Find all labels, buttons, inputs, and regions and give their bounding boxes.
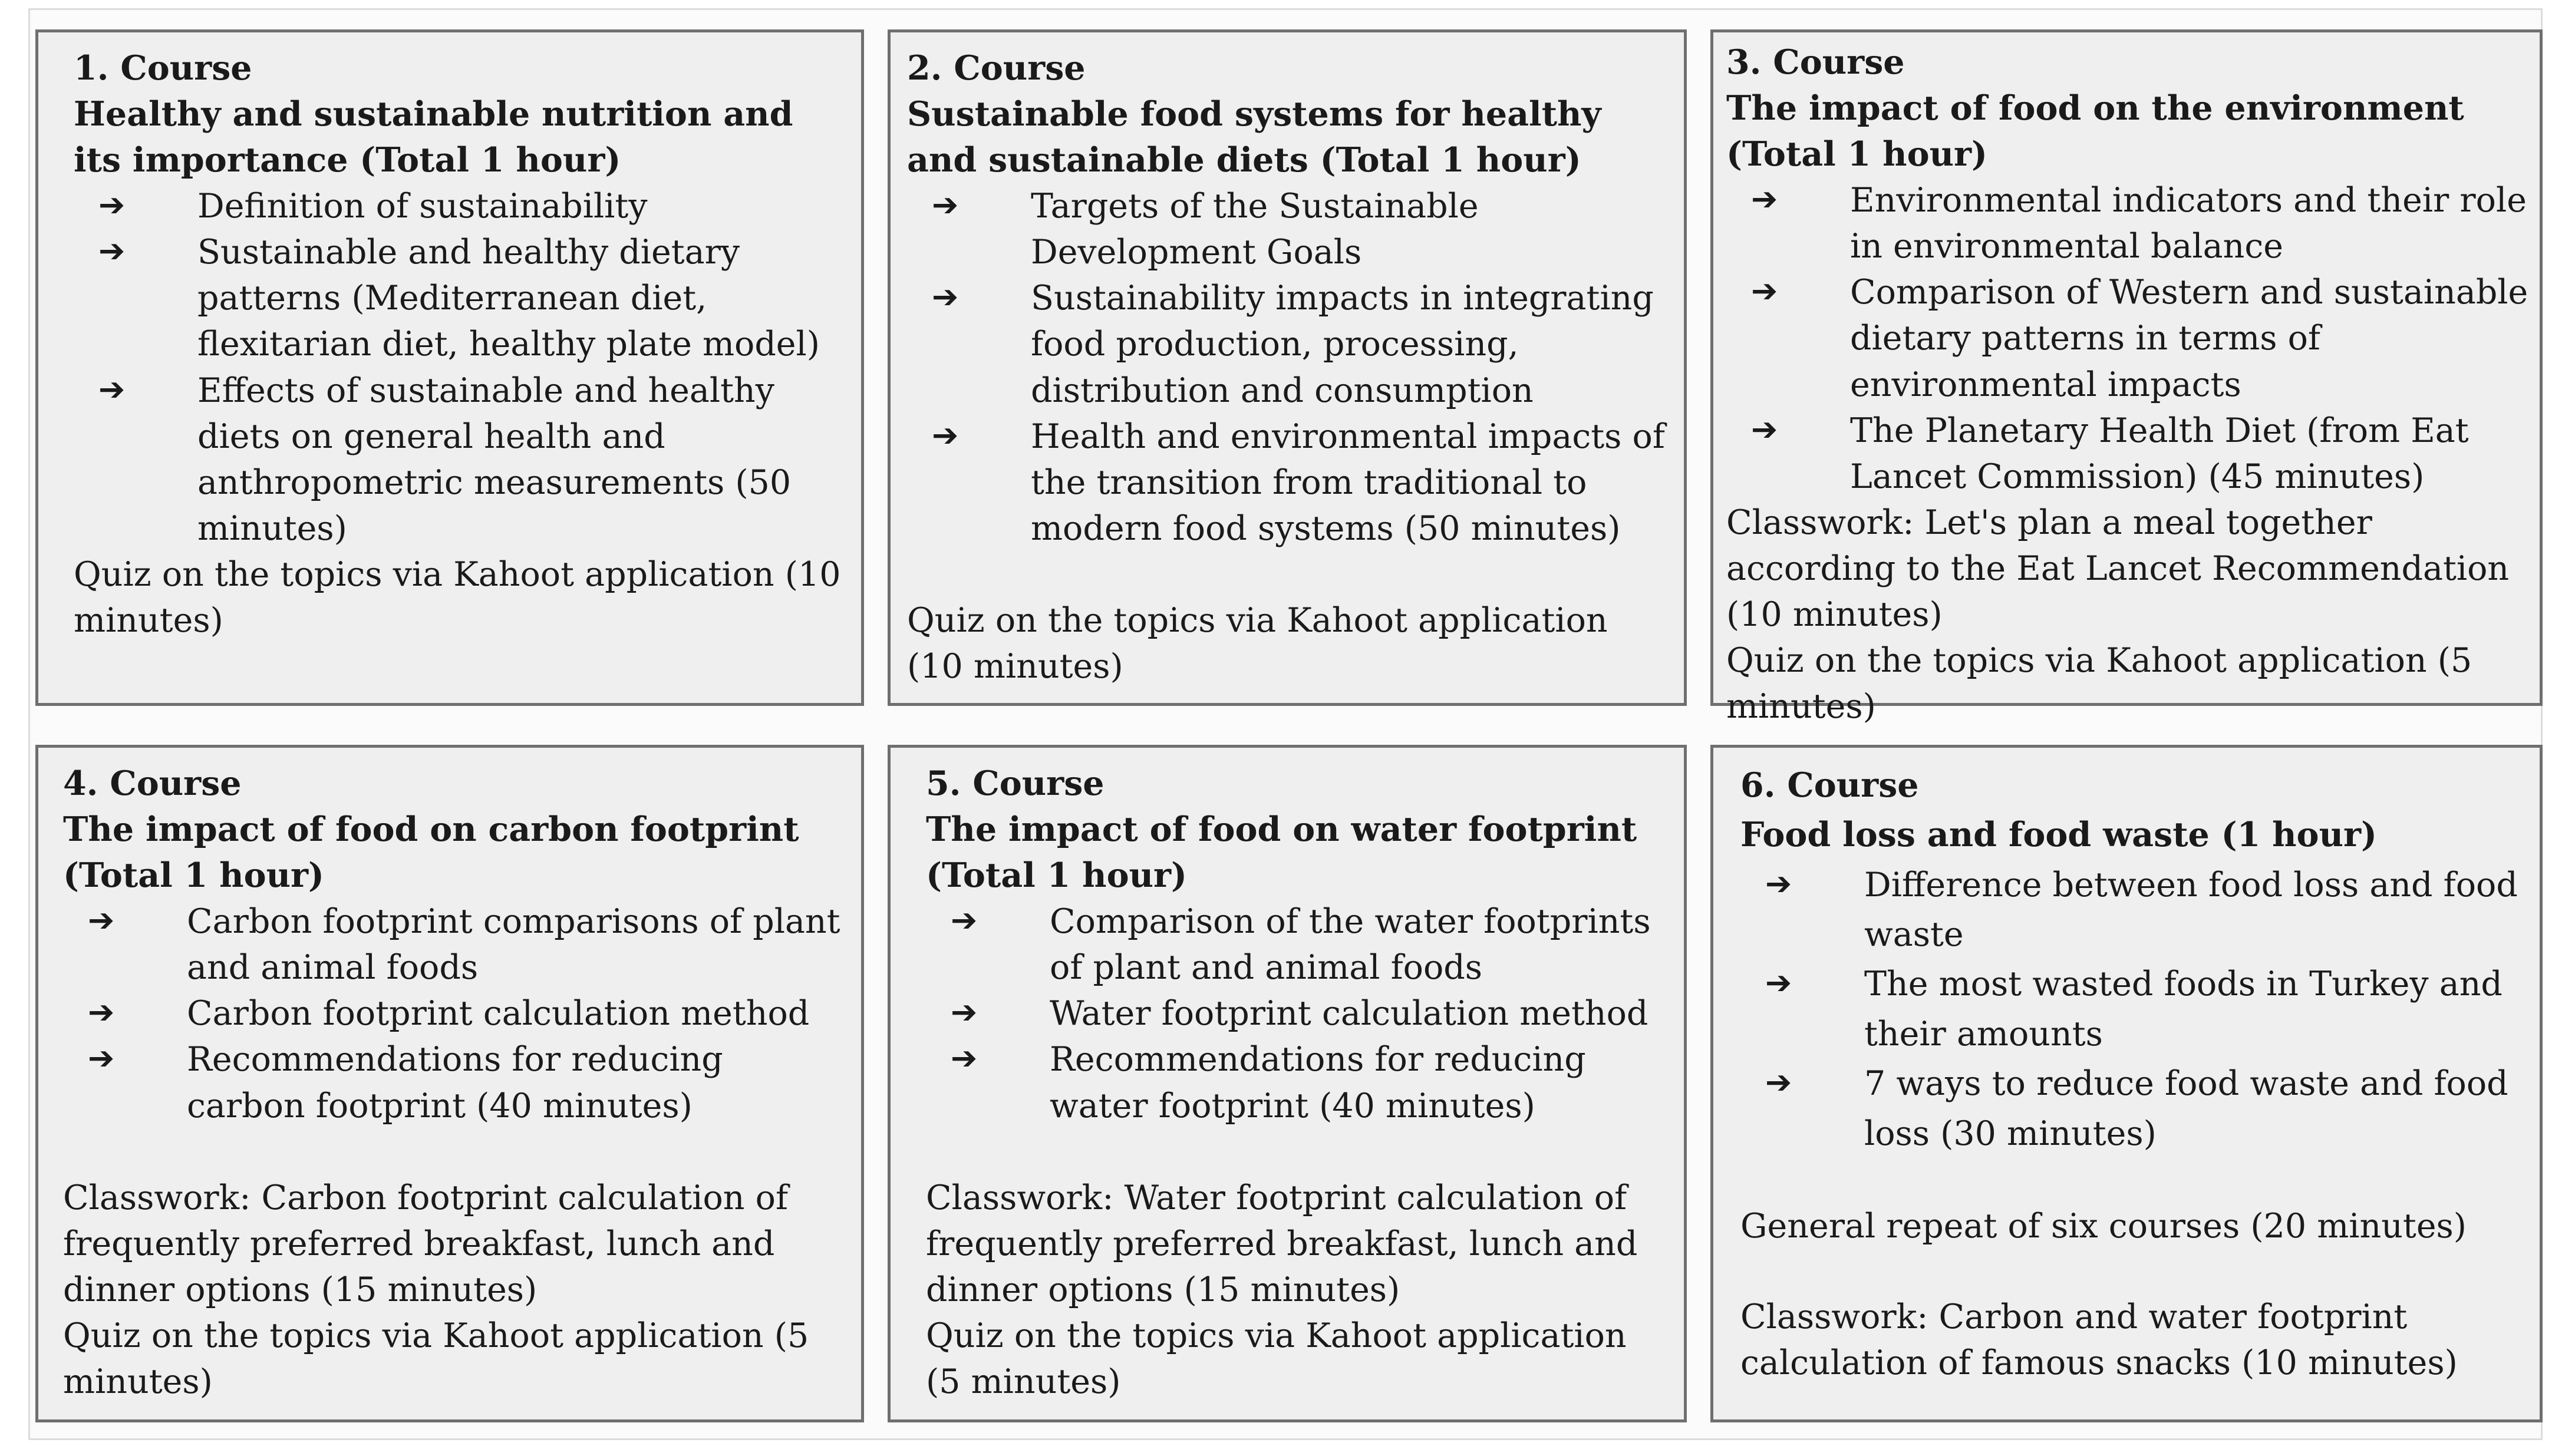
spacer [926, 1129, 1670, 1175]
course-panel-6 [1710, 745, 2543, 1422]
arrow-icon: ➔ [88, 902, 115, 939]
list-item [907, 183, 1670, 275]
list-item [1726, 269, 2536, 407]
course-number: 5. Course [926, 764, 1104, 803]
list-item-text: Health and environmental impacts of the transition from traditional to modern food systems (50 minutes) [1031, 417, 1665, 548]
course-title: Sustainable food systems for healthy and sustainable diets (Total 1 hour) [907, 94, 1601, 180]
course-number: 3. Course [1726, 42, 1905, 82]
list-item-text: Difference between food loss and food waste [1864, 865, 2518, 955]
spacer [1740, 1249, 2525, 1294]
list-item [926, 1036, 1670, 1128]
list-item [1726, 408, 2536, 500]
arrow-icon: ➔ [951, 902, 978, 939]
course-panel-5 [888, 745, 1687, 1422]
course-number: 6. Course [1740, 765, 1919, 805]
course-number: 4. Course [63, 764, 242, 803]
quiz-note: Quiz on the topics via Kahoot application (10 minutes) [74, 554, 841, 640]
classwork-note: Classwork: Carbon footprint calculation of frequently preferred breakfast, lunch and dinner options (15 minutes) [63, 1178, 789, 1309]
arrow-icon: ➔ [1765, 1064, 1792, 1101]
list-item-text: The Planetary Health Diet (from Eat Lancet Commission) (45 minutes) [1850, 411, 2469, 496]
spacer [1740, 1158, 2525, 1203]
course-title: Food loss and food waste (1 hour) [1740, 815, 2378, 855]
classwork-note: Classwork: Let's plan a meal together according to the Eat Lancet Recommendation (10 minutes) [1726, 503, 2510, 634]
list-item [74, 229, 847, 367]
list-item [1726, 177, 2536, 269]
course-panel-1 [35, 29, 864, 706]
course-title: The impact of food on the environment (Total 1 hour) [1726, 88, 2464, 174]
arrow-icon: ➔ [1765, 864, 1792, 902]
list-item-text: Targets of the Sustainable Development Goals [1031, 187, 1479, 272]
course-panel-2 [888, 29, 1687, 706]
list-item-text: Recommendations for reducing water footprint (40 minutes) [1050, 1040, 1586, 1125]
arrow-icon: ➔ [1765, 964, 1792, 1002]
list-item-text: The most wasted foods in Turkey and their amounts [1864, 965, 2503, 1054]
list-item-text: Comparison of the water footprints of plant and animal foods [1050, 902, 1651, 988]
list-item [926, 991, 1670, 1036]
list-item [74, 183, 847, 229]
list-item-text: 7 ways to reduce food waste and food loss (30 minutes) [1864, 1064, 2508, 1153]
classwork-note: Classwork: Carbon and water footprint calculation of famous snacks (10 minutes) [1740, 1297, 2458, 1383]
course-panel-3 [1710, 29, 2543, 727]
repeat-note: General repeat of six courses (20 minutes) [1740, 1206, 2467, 1246]
list-item-text: Definition of sustainability [197, 187, 648, 226]
arrow-icon: ➔ [98, 370, 126, 408]
list-item [63, 1036, 847, 1128]
list-item-text: Sustainability impacts in integrating food production, processing, distribution and consumption [1031, 279, 1654, 410]
course-title: The impact of food on carbon footprint (Total 1 hour) [63, 810, 799, 896]
list-item [1740, 860, 2525, 960]
arrow-icon: ➔ [932, 186, 959, 224]
course-number: 1. Course [74, 48, 252, 88]
list-item [907, 275, 1670, 413]
quiz-note: Quiz on the topics via Kahoot application (5 minutes) [926, 1316, 1627, 1401]
spacer [63, 1129, 847, 1175]
list-item [907, 414, 1670, 552]
arrow-icon: ➔ [1751, 410, 1778, 448]
arrow-icon: ➔ [932, 278, 959, 316]
classwork-note: Classwork: Water footprint calculation of frequently preferred breakfast, lunch and dinner options (15 minutes) [926, 1178, 1638, 1309]
list-item-text: Carbon footprint comparisons of plant and animal foods [187, 902, 840, 988]
list-item [63, 899, 847, 991]
list-item-text: Environmental indicators and their role in environmental balance [1850, 181, 2527, 266]
course-title: The impact of food on water footprint (Total 1 hour) [926, 810, 1637, 896]
quiz-note: Quiz on the topics via Kahoot application (10 minutes) [907, 600, 1608, 686]
list-item-text: Recommendations for reducing carbon footprint (40 minutes) [187, 1040, 723, 1125]
arrow-icon: ➔ [88, 1039, 115, 1077]
quiz-note: Quiz on the topics via Kahoot application (5 minutes) [63, 1316, 809, 1401]
arrow-icon: ➔ [88, 993, 115, 1031]
list-item-text: Carbon footprint calculation method [187, 994, 810, 1034]
arrow-icon: ➔ [1751, 180, 1778, 218]
list-item [74, 368, 847, 552]
spacer [907, 552, 1670, 597]
list-item-text: Water footprint calculation method [1050, 994, 1648, 1034]
arrow-icon: ➔ [951, 993, 978, 1031]
arrow-icon: ➔ [98, 186, 126, 224]
list-item [63, 991, 847, 1036]
course-panel-4 [35, 745, 864, 1422]
list-item-text: Comparison of Western and sustainable dietary patterns in terms of environmental impacts [1850, 273, 2528, 404]
list-item [1740, 959, 2525, 1059]
arrow-icon: ➔ [1751, 272, 1778, 310]
list-item [1740, 1059, 2525, 1158]
course-number: 2. Course [907, 48, 1086, 88]
list-item-text: Sustainable and healthy dietary patterns (Mediterranean diet, flexitarian diet, healthy plate model) [197, 233, 820, 364]
arrow-icon: ➔ [932, 416, 959, 454]
arrow-icon: ➔ [98, 232, 126, 270]
course-title: Healthy and sustainable nutrition and its importance (Total 1 hour) [74, 94, 793, 180]
list-item [926, 899, 1670, 991]
quiz-note: Quiz on the topics via Kahoot application (5 minutes) [1726, 641, 2472, 727]
list-item-text: Effects of sustainable and healthy diets on general health and anthropometric measurements (50 minutes) [197, 371, 792, 548]
arrow-icon: ➔ [951, 1039, 978, 1077]
